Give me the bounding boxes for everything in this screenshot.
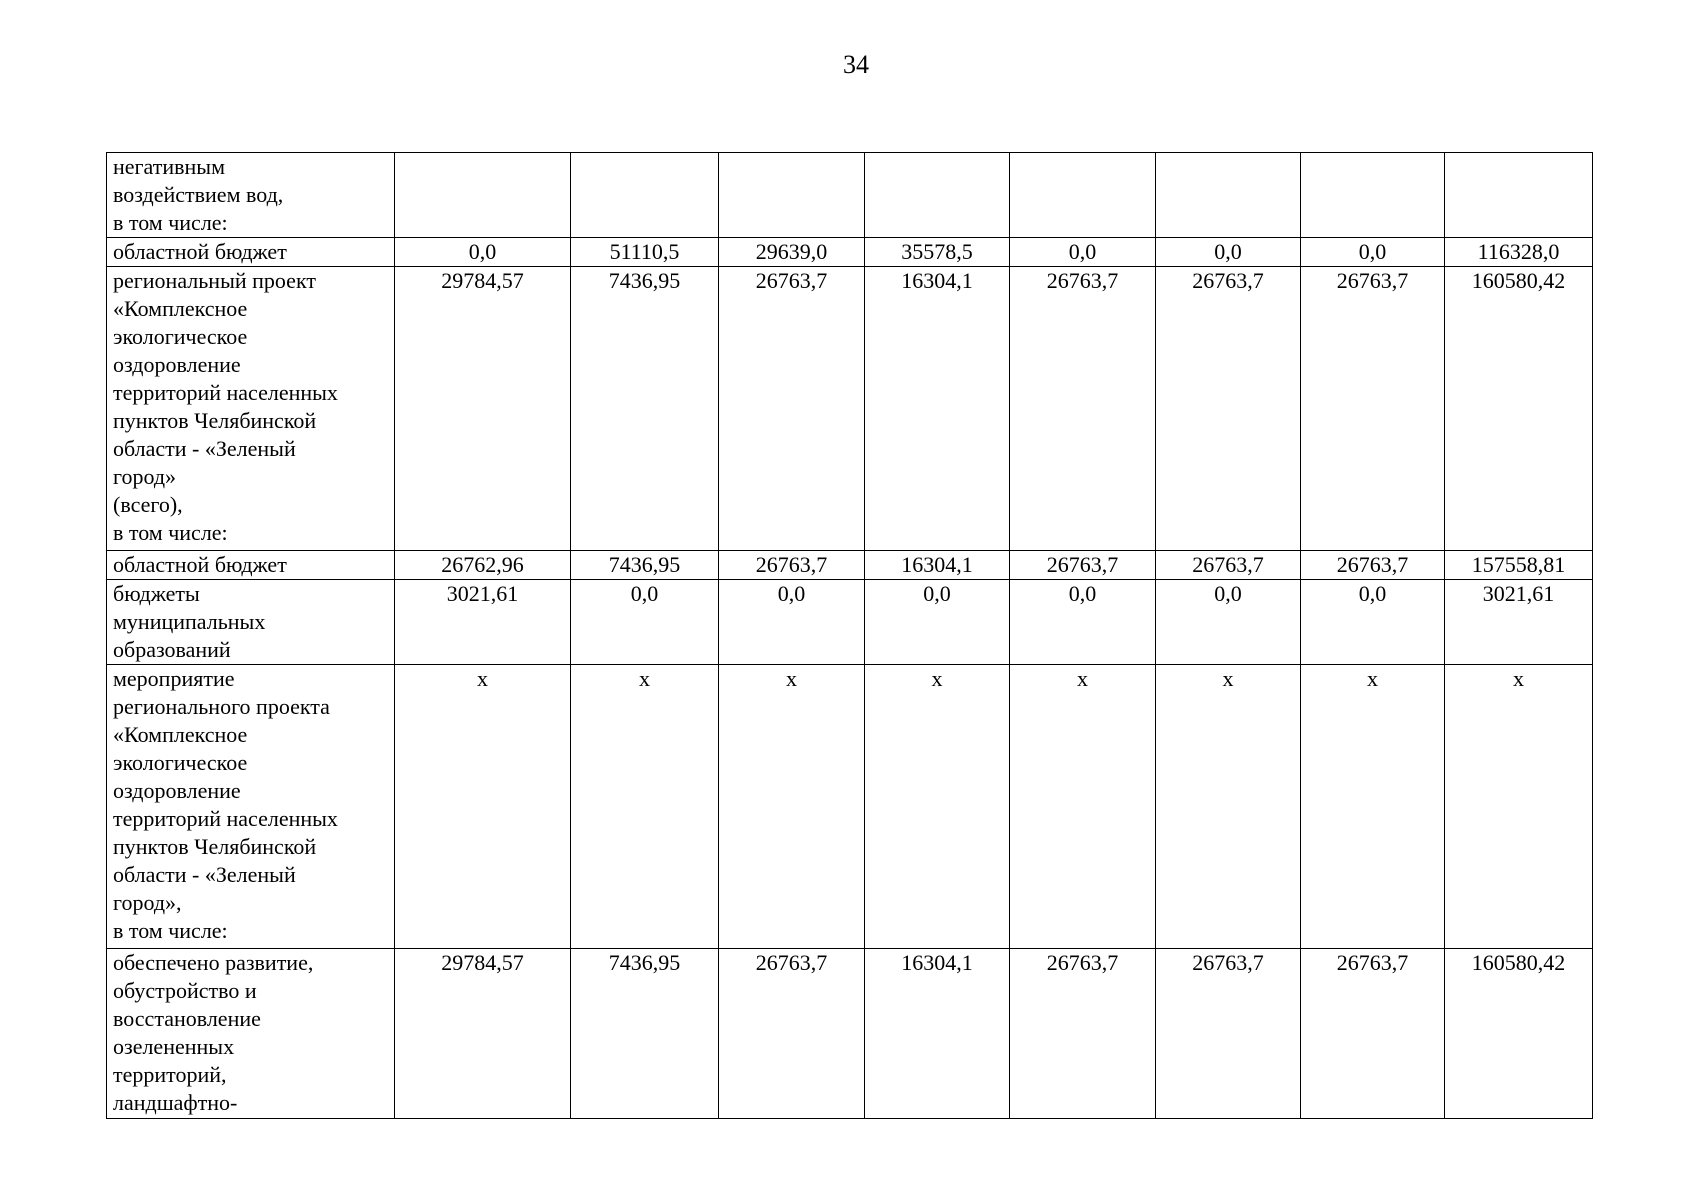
row-label-line: восстановление xyxy=(113,1006,261,1031)
value-cell xyxy=(1301,153,1445,238)
value-cell: 0,0 xyxy=(571,580,719,665)
row-label-line: области - «Зеленый xyxy=(113,436,296,461)
value-cell: 26763,7 xyxy=(1156,949,1301,1119)
value-cell: 26763,7 xyxy=(1010,267,1156,551)
row-label-line: экологическое xyxy=(113,324,248,349)
page-number: 34 xyxy=(843,50,869,79)
row-label-cell xyxy=(107,580,395,665)
value-cell: 0,0 xyxy=(395,238,571,267)
value-cell: 0,0 xyxy=(1010,238,1156,267)
value-cell: 160580,42 xyxy=(1445,949,1593,1119)
row-label-line: «Комплексное xyxy=(113,722,248,747)
row-label-line: регионального проекта xyxy=(113,694,330,719)
value-cell xyxy=(719,153,865,238)
value-cell: 26763,7 xyxy=(1301,949,1445,1119)
value-cell: 7436,95 xyxy=(571,949,719,1119)
value-cell: 7436,95 xyxy=(571,551,719,580)
value-cell: х xyxy=(719,665,865,949)
value-cell: 26763,7 xyxy=(1156,551,1301,580)
value-cell xyxy=(1010,153,1156,238)
row-label-cell xyxy=(107,267,395,551)
value-cell: х xyxy=(395,665,571,949)
value-cell: 0,0 xyxy=(1010,580,1156,665)
value-cell: 116328,0 xyxy=(1445,238,1593,267)
value-cell: 0,0 xyxy=(719,580,865,665)
row-label-line: город» xyxy=(113,464,177,489)
value-cell: 26763,7 xyxy=(1156,267,1301,551)
value-cell: 0,0 xyxy=(1156,580,1301,665)
row-label-line: бюджеты xyxy=(113,581,200,606)
value-cell xyxy=(571,153,719,238)
row-label-line: обустройство и xyxy=(113,978,257,1003)
row-label-line: образований xyxy=(113,637,231,662)
value-cell: 26763,7 xyxy=(1010,949,1156,1119)
row-label-line: пунктов Челябинской xyxy=(113,408,317,433)
value-cell xyxy=(1156,153,1301,238)
row-label-cell xyxy=(107,949,395,1119)
value-cell: 29639,0 xyxy=(719,238,865,267)
value-cell: 29784,57 xyxy=(395,949,571,1119)
value-cell: 16304,1 xyxy=(865,949,1010,1119)
row-label-line: «Комплексное xyxy=(113,296,248,321)
value-cell: 3021,61 xyxy=(1445,580,1593,665)
value-cell: 26762,96 xyxy=(395,551,571,580)
value-cell: х xyxy=(865,665,1010,949)
table-body xyxy=(107,153,1593,1119)
table-row xyxy=(107,665,1593,949)
value-cell: 26763,7 xyxy=(719,551,865,580)
row-label-line: в том числе: xyxy=(113,918,228,943)
value-cell: 0,0 xyxy=(865,580,1010,665)
row-label-line: воздействием вод, xyxy=(113,182,284,207)
budget-table xyxy=(106,152,1593,1119)
value-cell: 3021,61 xyxy=(395,580,571,665)
row-label-line: озелененных xyxy=(113,1034,235,1059)
value-cell: 157558,81 xyxy=(1445,551,1593,580)
table-row xyxy=(107,153,1593,238)
row-label-line: город», xyxy=(113,890,182,915)
value-cell: 26763,7 xyxy=(1301,551,1445,580)
row-label-line: территорий населенных xyxy=(113,380,338,405)
value-cell: 0,0 xyxy=(1301,238,1445,267)
row-label-line: территорий, xyxy=(113,1062,227,1087)
row-label-line: региональный проект xyxy=(113,268,316,293)
value-cell: х xyxy=(1445,665,1593,949)
value-cell: 160580,42 xyxy=(1445,267,1593,551)
value-cell: 16304,1 xyxy=(865,551,1010,580)
value-cell: 26763,7 xyxy=(1010,551,1156,580)
row-label-cell xyxy=(107,238,395,267)
row-label-cell xyxy=(107,153,395,238)
row-label-line: обеспечено развитие, xyxy=(113,950,314,975)
row-label-cell xyxy=(107,551,395,580)
value-cell: 26763,7 xyxy=(1301,267,1445,551)
value-cell: х xyxy=(1301,665,1445,949)
row-label-line: негативным xyxy=(113,154,226,179)
row-label-line: оздоровление xyxy=(113,778,241,803)
table-row xyxy=(107,580,1593,665)
value-cell: 51110,5 xyxy=(571,238,719,267)
row-label-line: в том числе: xyxy=(113,520,228,545)
value-cell xyxy=(395,153,571,238)
table-row xyxy=(107,267,1593,551)
value-cell: х xyxy=(571,665,719,949)
row-label-cell xyxy=(107,665,395,949)
table-row xyxy=(107,551,1593,580)
row-label-line: области - «Зеленый xyxy=(113,862,296,887)
value-cell xyxy=(865,153,1010,238)
value-cell: 26763,7 xyxy=(719,267,865,551)
row-label-line: муниципальных xyxy=(113,609,266,634)
table-row xyxy=(107,949,1593,1119)
row-label-line: оздоровление xyxy=(113,352,241,377)
row-label-line: ландшафтно- xyxy=(113,1090,238,1115)
value-cell xyxy=(1445,153,1593,238)
value-cell: 7436,95 xyxy=(571,267,719,551)
value-cell: 35578,5 xyxy=(865,238,1010,267)
row-label-line: в том числе: xyxy=(113,210,228,235)
row-label-line: экологическое xyxy=(113,750,248,775)
row-label-line: территорий населенных xyxy=(113,806,338,831)
value-cell: х xyxy=(1010,665,1156,949)
row-label-line: пунктов Челябинской xyxy=(113,834,317,859)
value-cell: 16304,1 xyxy=(865,267,1010,551)
row-label-line: (всего), xyxy=(113,492,183,517)
value-cell: 0,0 xyxy=(1156,238,1301,267)
value-cell: 0,0 xyxy=(1301,580,1445,665)
table-row xyxy=(107,238,1593,267)
value-cell: х xyxy=(1156,665,1301,949)
row-label-line: областной бюджет xyxy=(113,552,287,577)
row-label-line: мероприятие xyxy=(113,666,235,691)
value-cell: 29784,57 xyxy=(395,267,571,551)
value-cell: 26763,7 xyxy=(719,949,865,1119)
row-label-line: областной бюджет xyxy=(113,239,287,264)
